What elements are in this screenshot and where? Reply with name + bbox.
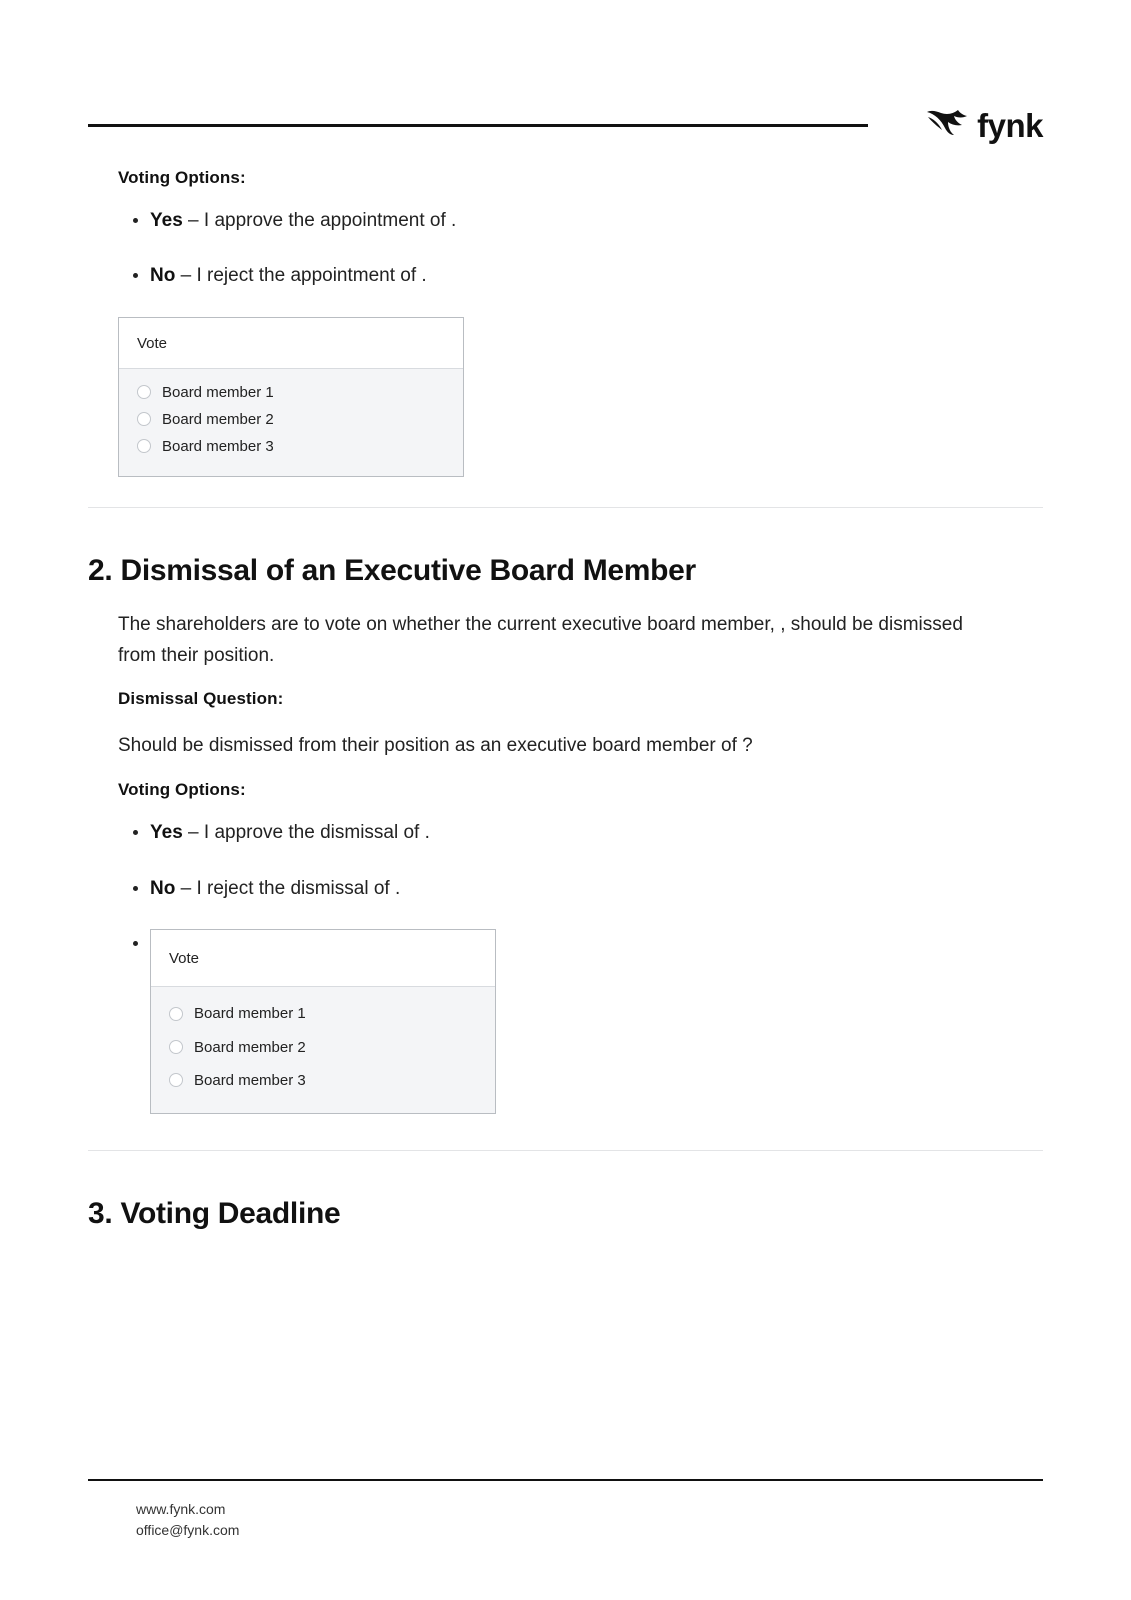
vote-box-options <box>119 368 463 476</box>
radio-button-icon[interactable] <box>169 1040 183 1054</box>
section-divider <box>88 1150 1043 1151</box>
list-item-vote-box <box>88 929 1043 1114</box>
radio-button-icon[interactable] <box>169 1073 183 1087</box>
radio-button-icon[interactable] <box>137 439 151 453</box>
option-label: Yes <box>150 210 183 231</box>
brand-logo <box>925 108 1043 142</box>
vote-option-row[interactable] <box>119 433 463 460</box>
vote-option-label: Board member 1 <box>162 383 274 401</box>
footer-email[interactable]: office@fynk.com <box>136 1522 240 1539</box>
vote-option-row[interactable] <box>151 997 495 1030</box>
page-content <box>88 150 1043 1231</box>
dismissal-question-text: Should be dismissed from their position as an executive board member of ? <box>118 735 753 757</box>
option-label: No <box>150 877 176 899</box>
vote-option-label: Board member 1 <box>194 1005 306 1023</box>
footer-website[interactable]: www.fynk.com <box>136 1500 226 1517</box>
page-footer <box>88 1479 1043 1542</box>
option-label: Yes <box>150 822 183 844</box>
section-heading-3: 3. Voting Deadline <box>88 1197 341 1231</box>
voting-options-list-2 <box>88 818 1043 1114</box>
vote-box-2[interactable] <box>150 929 496 1114</box>
voting-options-heading-1: Voting Options: <box>118 168 246 187</box>
section-heading-2: 2. Dismissal of an Executive Board Member <box>88 553 696 587</box>
vote-box-options <box>151 986 495 1113</box>
radio-button-icon[interactable] <box>137 385 151 399</box>
vote-box-wrapper-1 <box>118 317 1043 477</box>
page-header <box>88 108 1043 142</box>
list-item <box>88 818 1043 847</box>
option-text: – I reject the appointment of . <box>175 265 427 287</box>
footer-contact <box>136 1499 1043 1542</box>
vote-box-title: Vote <box>151 930 495 986</box>
fynk-bird-icon <box>925 108 969 142</box>
option-text: – I approve the dismissal of . <box>182 822 430 844</box>
vote-option-label: Board member 3 <box>162 437 274 455</box>
option-label: No <box>150 265 176 287</box>
option-text: – I approve the appointment of . <box>182 210 457 231</box>
section2-paragraph: The shareholders are to vote on whether the current executive board member, , should be dismissed from their position. <box>118 613 963 666</box>
header-divider <box>88 124 868 127</box>
voting-options-heading-2: Voting Options: <box>118 780 246 800</box>
option-text: – I reject the dismissal of . <box>175 877 401 899</box>
list-item <box>88 874 1043 903</box>
vote-option-row[interactable] <box>151 1031 495 1064</box>
section-divider <box>88 507 1043 508</box>
list-item <box>88 261 1043 290</box>
vote-option-row[interactable] <box>151 1064 495 1097</box>
vote-box-1[interactable] <box>118 317 464 477</box>
radio-button-icon[interactable] <box>169 1007 183 1021</box>
list-item <box>88 206 1043 235</box>
radio-button-icon[interactable] <box>137 412 151 426</box>
vote-option-row[interactable] <box>119 406 463 433</box>
vote-option-label: Board member 3 <box>194 1071 306 1089</box>
vote-box-title: Vote <box>119 318 463 368</box>
dismissal-question-heading: Dismissal Question: <box>118 689 284 709</box>
logo-wordmark: fynk <box>977 106 1043 144</box>
footer-divider <box>88 1479 1043 1481</box>
voting-options-list-1 <box>88 206 1043 291</box>
vote-option-row[interactable] <box>119 379 463 406</box>
vote-option-label: Board member 2 <box>194 1038 306 1056</box>
vote-option-label: Board member 2 <box>162 410 274 428</box>
